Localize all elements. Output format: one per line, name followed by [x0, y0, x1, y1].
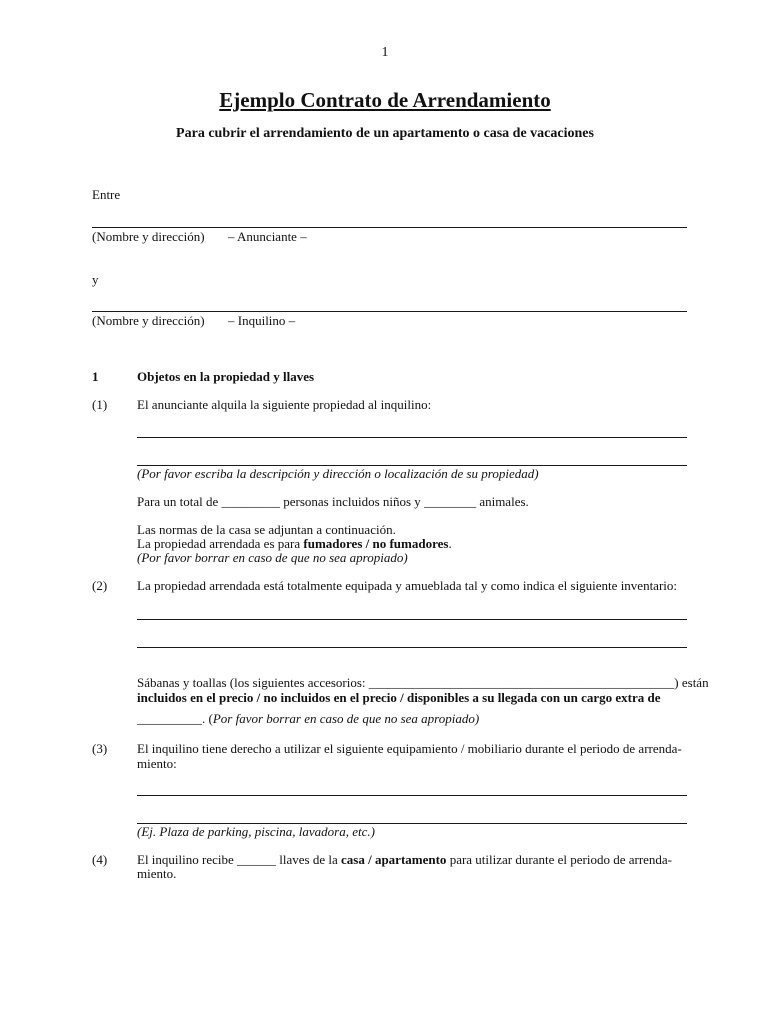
- between-label: Entre: [92, 187, 121, 202]
- section-number: 1: [92, 369, 99, 384]
- section-heading: Objetos en la propiedad y llaves: [137, 369, 315, 384]
- clause-number-2: (2): [92, 578, 108, 593]
- landlord-role: – Anunciante –: [228, 229, 307, 244]
- delete-hint: (Por favor borrar en caso de que no sea apropiado): [137, 550, 408, 565]
- extra-charge-line: [137, 711, 479, 727]
- clause4-line1: [137, 852, 672, 868]
- keys-blank: ______: [237, 852, 277, 867]
- house-rules-text: Las normas de la casa se adjuntan a continuación.: [137, 522, 396, 537]
- tenant-line: [92, 311, 687, 312]
- occupancy-text-b: personas incluidos niños y: [283, 494, 421, 509]
- and-label: y: [92, 272, 99, 287]
- clause3-text-line1: El inquilino tiene derecho a utilizar el siguiente equipamiento / mobiliario durante el periodo de arrenda-: [137, 741, 682, 756]
- clause3-text-line2: miento:: [137, 756, 177, 771]
- document-title: Ejemplo Contrato de Arrendamiento: [219, 88, 551, 112]
- keys-text-a: El inquilino recibe: [137, 852, 234, 867]
- tenant-role: – Inquilino –: [228, 313, 296, 328]
- clause2-text: La propiedad arrendada está totalmente equipada y amueblada tal y como indica el siguiente inventario:: [137, 578, 678, 593]
- extra-charge-hint: Por favor borrar en caso de que no sea apropiado): [212, 711, 480, 726]
- property-hint: (Por favor escriba la descripción y dirección o localización de su propiedad): [137, 466, 539, 481]
- clause-number-1: (1): [92, 397, 108, 412]
- inventory-line-1: [137, 619, 687, 620]
- occupancy-text-c: animales.: [479, 494, 529, 509]
- animals-blank: ________: [424, 494, 477, 509]
- extra-charge-sep: . (: [202, 711, 213, 726]
- keys-text-b: llaves de la: [279, 852, 338, 867]
- smoking-text: La propiedad arrendada es para: [137, 536, 301, 551]
- property-line-1: [137, 437, 687, 438]
- inventory-line-2: [137, 647, 687, 648]
- linens-text-b: ) están: [674, 675, 709, 690]
- persons-blank: _________: [221, 494, 280, 509]
- clause-number-3: (3): [92, 741, 108, 756]
- document-subtitle: Para cubrir el arrendamiento de un apartamento o casa de vacaciones: [176, 126, 594, 141]
- page-number: 1: [381, 45, 389, 60]
- tenant-name-label: (Nombre y dirección): [92, 313, 205, 328]
- clause-number-4: (4): [92, 852, 108, 867]
- smoking-period: .: [448, 536, 452, 551]
- keys-text-c: para utilizar durante el periodo de arrenda-: [449, 852, 673, 867]
- linens-blank: _______________________________________________: [368, 675, 675, 690]
- landlord-name-label: (Nombre y dirección): [92, 229, 205, 244]
- clause4-line2: miento.: [137, 866, 177, 881]
- landlord-line: [92, 227, 687, 228]
- linens-text-a: Sábanas y toallas (los siguientes accesorios:: [137, 675, 366, 690]
- equipment-hint: (Ej. Plaza de parking, piscina, lavadora, etc.): [137, 824, 375, 839]
- linens-options: incluidos en el precio / no incluidos en el precio / disponibles a su llegada con un cargo extra de: [137, 690, 661, 705]
- smoking-options: fumadores / no fumadores: [303, 536, 449, 551]
- clause1-text: El anunciante alquila la siguiente propiedad al inquilino:: [137, 397, 432, 412]
- equipment-line-1: [137, 795, 687, 796]
- occupancy-line: [137, 494, 529, 510]
- occupancy-text-a: Para un total de: [137, 494, 219, 509]
- linens-line: [137, 675, 709, 691]
- property-type-options: casa / apartamento: [341, 852, 447, 867]
- extra-charge-blank: __________: [137, 711, 202, 726]
